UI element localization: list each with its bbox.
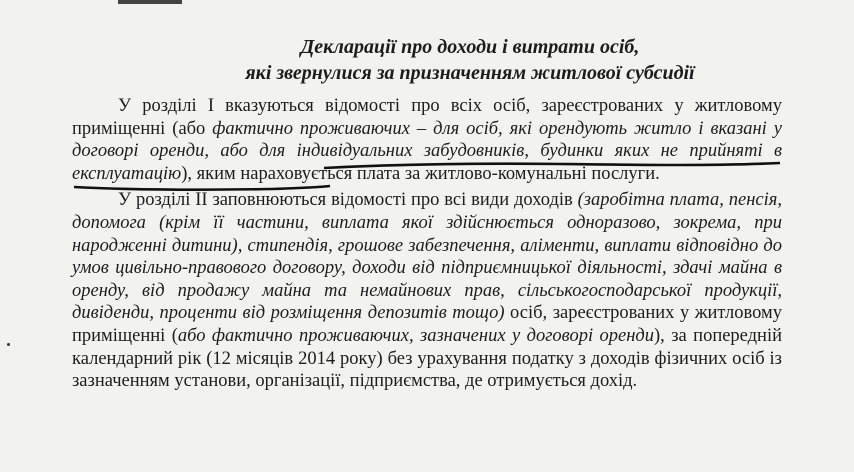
title-line-2: які звернулися за призначенням житлової субсидії: [245, 62, 695, 84]
title-line-1: Декларації про доходи і витрати осіб,: [300, 36, 640, 58]
p2-italic-2: або фактично проживаючих, зазначених у договорі оренди: [177, 325, 655, 346]
document-body: [72, 95, 782, 397]
pen-underline-1: [322, 160, 782, 172]
p2-italic-1: (заробітна плата, пенсія, допомога (крім її частини, виплата якої здійснюється одноразово, зокрема, при народженні дитини), стипендія, грошове забезпечення, аліменти, виплати відповідно до умов цивільно-правового договору, доходи від підприємницької діяльності, здачі майна в оренду, від продажу майна та немайнових прав, сільськогосподарської продукції, дивіденди, проценти від розміщення депозитів тощо): [72, 190, 783, 324]
p1-italic-underlined: або для індивідуальних забудовників, будинки яких не прийняті в експлуатацію: [72, 141, 783, 184]
p1-text-2: ), яким нараховується плата за житлово-комунальні послуги.: [181, 163, 660, 184]
paragraph-section-2: [72, 189, 782, 392]
p2-text-1: У розділі ІІ заповнюються відомості про всі види доходів: [118, 190, 578, 211]
top-edge-mark: [118, 0, 182, 4]
document-title: [150, 34, 790, 86]
margin-dot: [7, 343, 10, 346]
p1-italic-1: фактично проживаючих – для осіб, які орендують житло і вказані у договорі оренди,: [72, 118, 782, 162]
p2-text-3: ), за попередній календарний рік (12 місяців 2014 року) без урахування податку з доходів фізичних осіб із зазначенням установи, організації, підприємства, де отримується дохід.: [72, 325, 782, 392]
p1-text-1: У розділі І вказуються відомості про всіх осіб, зареєстрованих у житловому приміщенні (або: [72, 96, 782, 139]
pen-underline-2: [72, 181, 332, 193]
p2-text-2: осіб, зареєстрованих у житловому приміщенні (: [72, 303, 782, 346]
